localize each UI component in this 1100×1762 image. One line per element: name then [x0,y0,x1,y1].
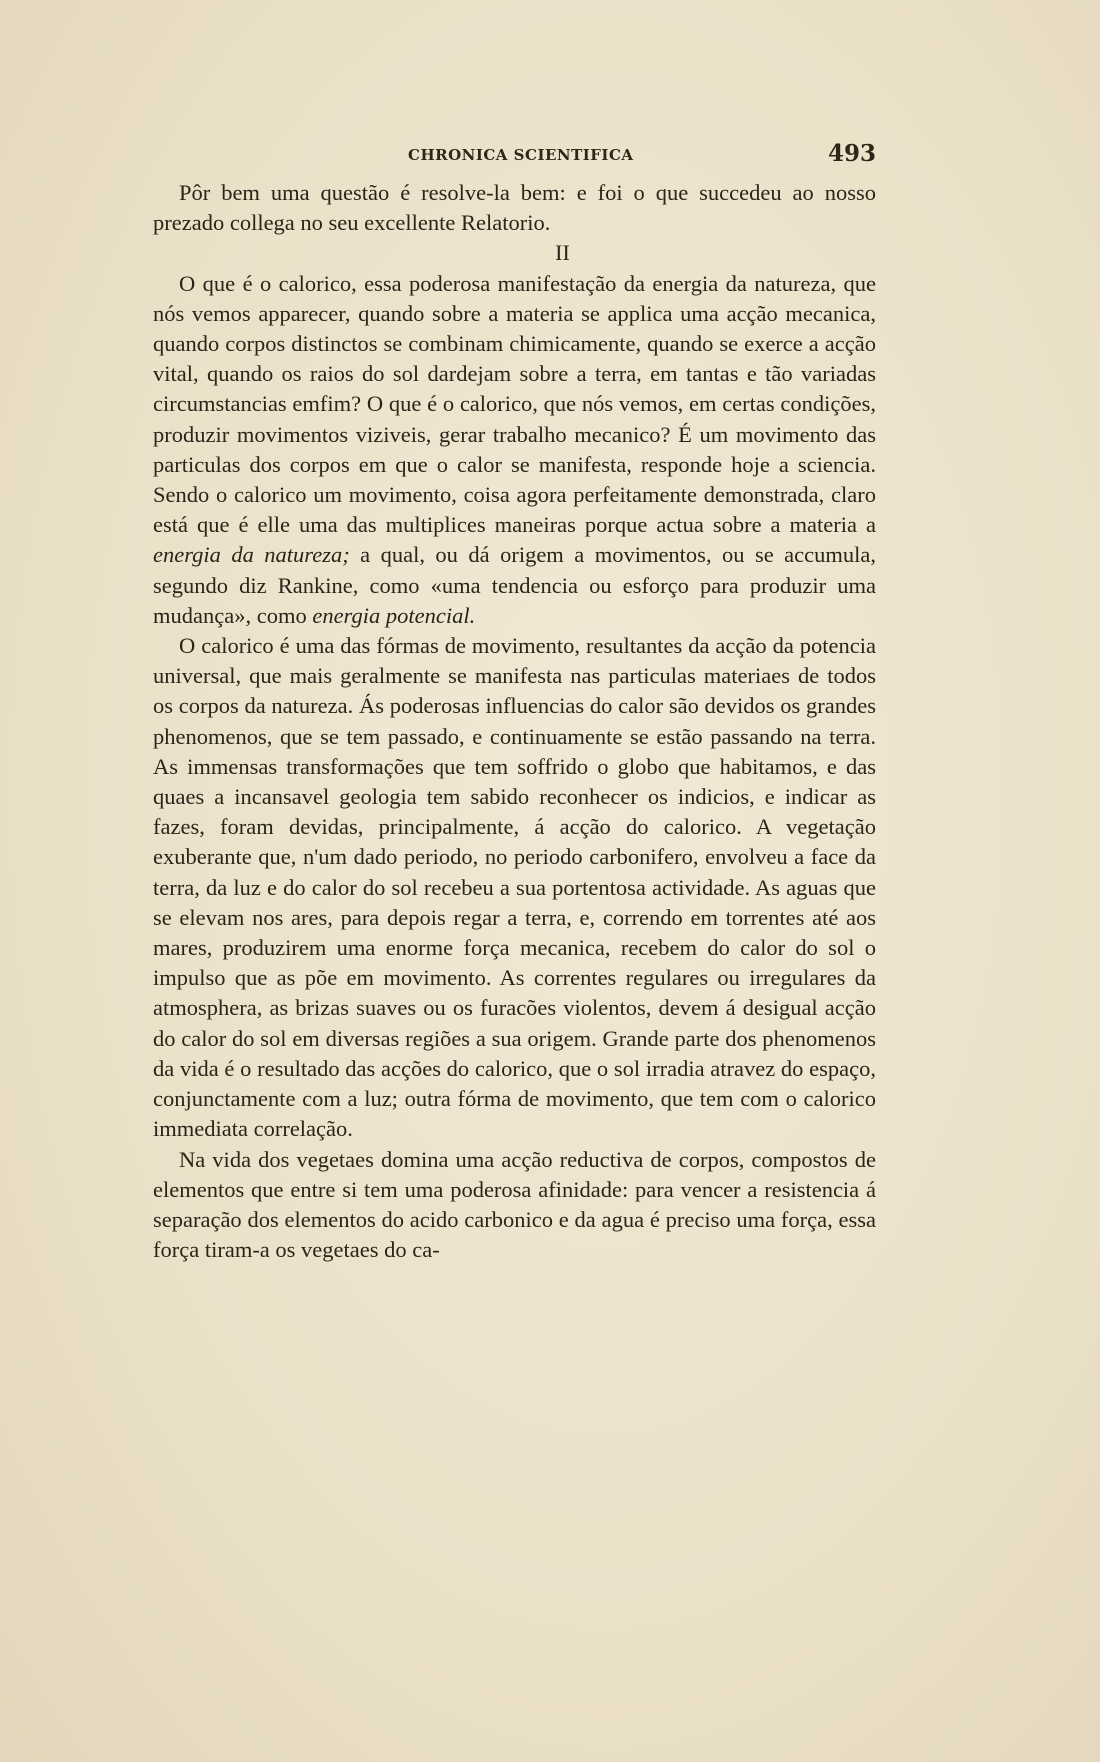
paragraph-text: a qual, ou dá origem a movimentos, ou se accumula, segundo diz Rankine, como «uma tendencia ou esforço para produzir uma mudança», como [153,542,876,628]
running-head: CHRONICA SCIENTIFICA [408,146,634,164]
page-number: 493 [827,140,876,167]
section-heading: II [555,240,570,266]
page-header [153,140,876,168]
paragraph-vegetaes: Na vida dos vegetaes domina uma acção reductiva de corpos, compostos de elementos que entre si tem uma poderosa afinidade: para vencer a resistencia á separação dos elementos do acido carbonico e da agua é preciso uma força, essa força tiram-a os vegetaes do ca- [153,1146,876,1263]
paragraph-calorico-definition [153,269,876,631]
emphasis-energia-natureza: energia da natureza; [153,542,350,568]
paragraph-calorico-movimento: O calorico é uma das fórmas de movimento, resultantes da acção da potencia universal, que mais geralmente se manifesta nas particulas materiaes de todos os corpos da natureza. Ás poderosas influencias do calor são devidos os grandes phenomenos, que se tem passado, e continuamente se estão passando na terra. As immensas transformações que tem soffrido o globo que habitamos, e das quaes a incansavel geologia tem sabido reconhecer os indicios, e indicar as fazes, foram devidas, principalmente, á acção do calorico. A vegetação exuberante que, n'um dado periodo, no periodo carbonifero, envolveu a face da terra, da luz e do calor do sol recebeu a sua portentosa actividade. As aguas que se elevam nos ares, para depois regar a terra, e, correndo em torrentes até aos mares, produzirem uma enorme força mecanica, recebem do calor do sol o impulso que as põe em movimento. As correntes regulares ou irregulares da atmosphera, as brizas suaves ou os furacões violentos, devem á desigual acção do calor do sol em diversas regiões a sua origem. Grande parte dos phenomenos da vida é o resultado das acções do calorico, que o sol irradia atravez do espaço, conjunctamente com a luz; outra fórma de movimento, que tem com o calorico immediata correlação. [153,633,876,1142]
paragraph-intro: Pôr bem uma questão é resolve-la bem: e foi o que succedeu ao nosso prezado collega no seu excellente Relatorio. [153,180,876,236]
paragraph-text: O que é o calorico, essa poderosa manifestação da energia da natureza, que nós vemos apparecer, quando sobre a materia se applica uma acção mecanica, quando corpos distinctos se combinam chimicamente, quando se exerce a acção vital, quando os raios do sol dardejam sobre a terra, em tantas e tão variadas circumstancias emfim? O que é o calorico, que nós vemos, em certas condições, produzir movimentos viziveis, gerar trabalho mecanico? É um movimento das particulas dos corpos em que o calor se manifesta, responde hoje a sciencia. Sendo o calorico um movimento, coisa agora perfeitamente demonstrada, claro está que é elle uma das multiplices maneiras porque actua sobre a materia a [153,270,876,538]
body-text [153,178,876,1265]
emphasis-energia-potencial: energia potencial. [312,602,476,628]
